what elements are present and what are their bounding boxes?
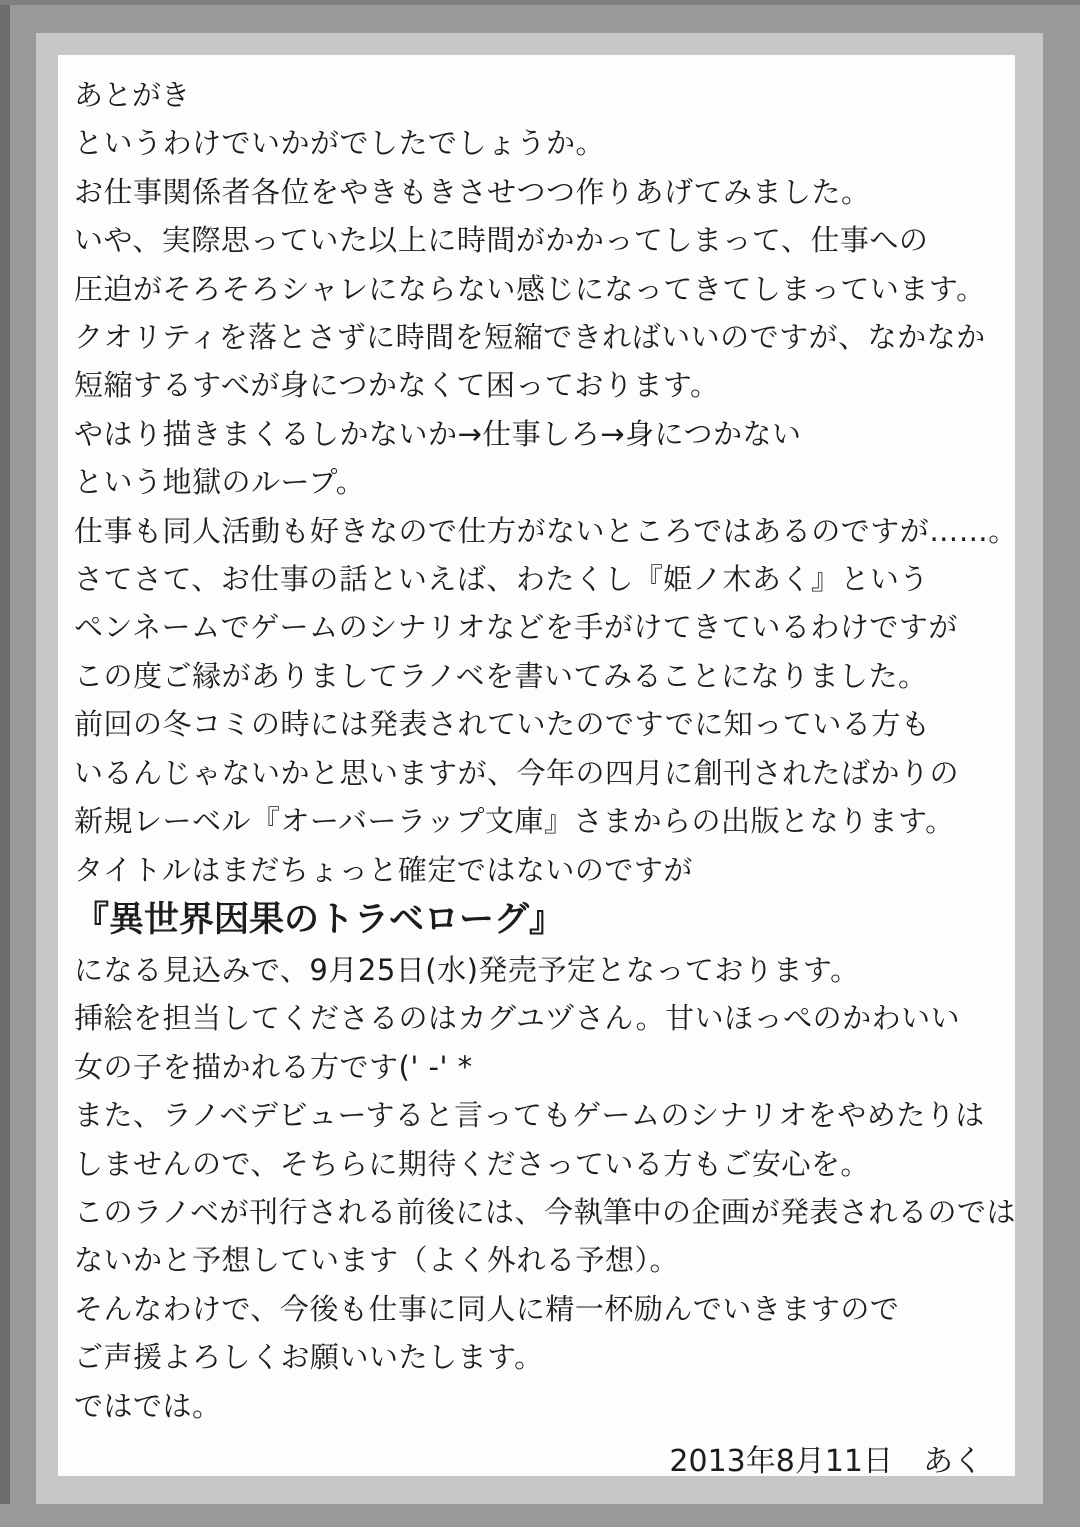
text-line: 短縮するすべが身につかなくて困っております。	[74, 368, 720, 403]
text-line: ではでは。	[74, 1388, 222, 1423]
text-line: そんなわけで、今後も仕事に同人に精一杯励んでいきますので	[74, 1291, 900, 1326]
text-line: ご声援よろしくお願いいたします。	[74, 1340, 544, 1375]
text-line: 挿絵を担当してくださるのはカグユヅさん。甘いほっぺのかわいい	[74, 1001, 961, 1036]
text-line: ペンネームでゲームのシナリオなどを手がけてきているわけですが	[74, 610, 958, 645]
text-line: 圧迫がそろそろシャレにならない感じになってきてしまっています。	[74, 271, 986, 306]
text-line: クオリティを落とさずに時間を短縮できればいいのですが、なかなか	[74, 320, 986, 355]
paper-sheet	[58, 55, 1018, 1479]
text-line: になる見込みで、9月25日(水)発売予定となっております。	[74, 952, 860, 987]
text-line: しませんので、そちらに期待くださっている方もご安心を。	[74, 1146, 870, 1181]
afterword-body-part2	[74, 946, 1016, 1430]
afterword-content	[58, 55, 1018, 1486]
scan-edge-left	[0, 0, 10, 1504]
scan-edge-top	[0, 0, 1080, 5]
text-line: さてさて、お仕事の話といえば、わたくし『姫ノ木あく』という	[74, 562, 929, 597]
text-line: このラノベが刊行される前後には、今執筆中の企画が発表されるのでは	[74, 1194, 1016, 1229]
afterword-heading: あとがき	[74, 78, 191, 112]
afterword-body-part1	[74, 119, 1018, 894]
text-line: いや、実際思っていた以上に時間がかかってしまって、仕事への	[74, 223, 929, 258]
book-title-line: 『異世界因果のトラベローグ』	[74, 899, 565, 940]
text-line: 新規レーベル『オーバーラップ文庫』さまからの出版となります。	[74, 804, 955, 839]
text-line: やはり描きまくるしかないか→仕事しろ→身につかない	[74, 416, 802, 451]
text-line: 仕事も同人活動も好きなので仕方がないところではあるのですが……。	[74, 513, 1018, 548]
text-line: いるんじゃないかと思いますが、今年の四月に創刊されたばかりの	[74, 755, 960, 790]
text-line: この度ご縁がありましてラノベを書いてみることになりました。	[74, 658, 928, 693]
text-line: という地獄のループ。	[74, 465, 366, 500]
text-line: 女の子を描かれる方です(' -' *	[74, 1049, 473, 1084]
text-line: というわけでいかがでしたでしょうか。	[74, 126, 606, 161]
text-line: お仕事関係者各位をやきもきさせつつ作りあげてみました。	[74, 174, 871, 209]
text-line: また、ラノベデビューすると言ってもゲームのシナリオをやめたりは	[74, 1098, 985, 1133]
text-line: ないかと予想しています（よく外れる予想）。	[74, 1243, 680, 1278]
signature-date-line: 2013年8月11日 あく	[669, 1443, 983, 1479]
text-line: タイトルはまだちょっと確定ではないのですが	[74, 852, 693, 887]
text-line: 前回の冬コミの時には発表されていたのですでに知っている方も	[74, 707, 931, 742]
